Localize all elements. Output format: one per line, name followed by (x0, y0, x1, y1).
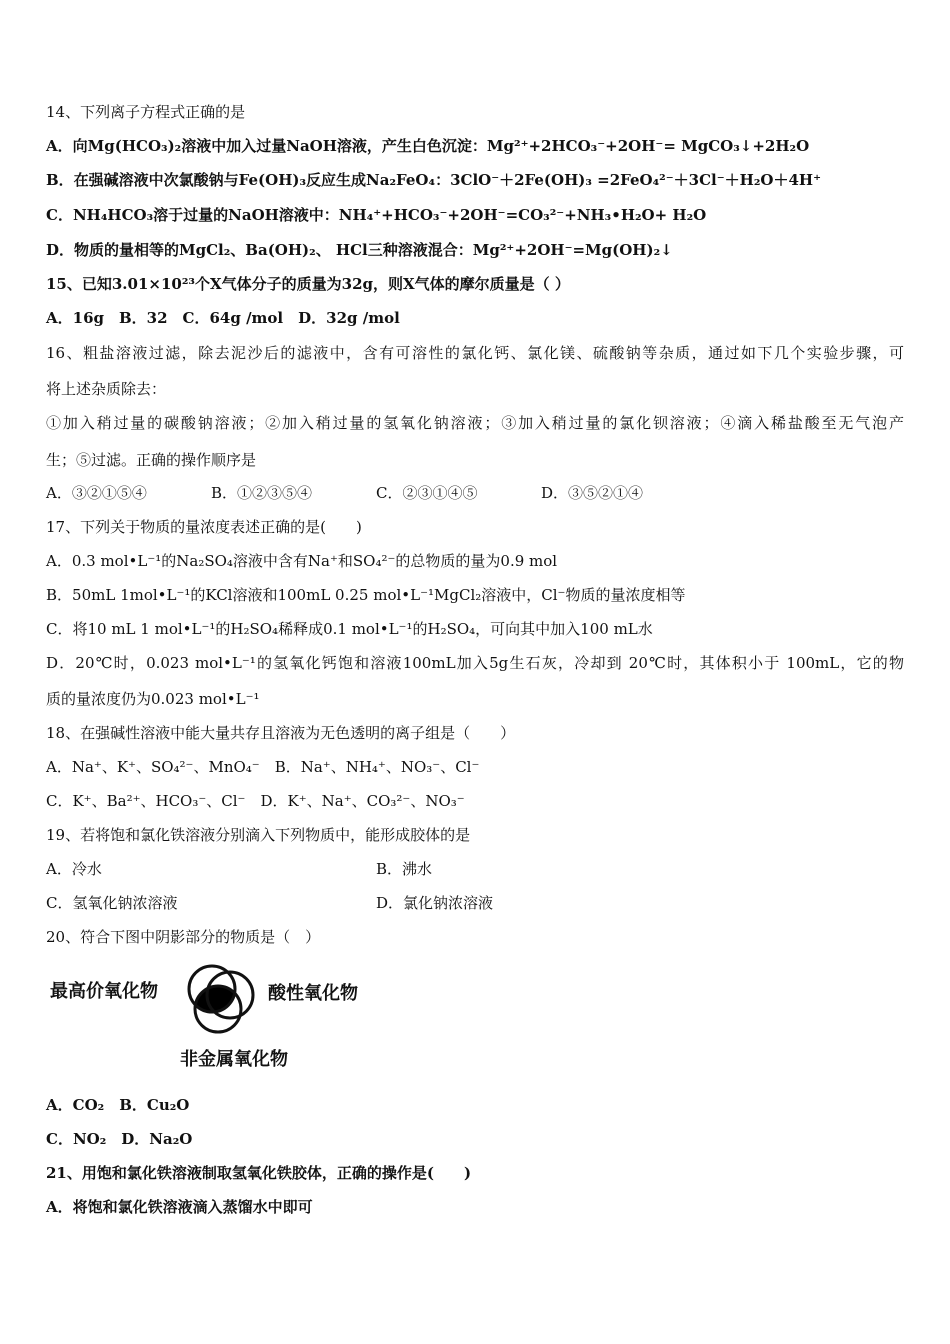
q17-option-d-line1: D．20℃时，0.023 mol•L⁻¹的氢氧化钙饱和溶液100mL加入5g生石灰，冷却到 20℃时，其体积小于 100mL，它的物 (46, 654, 904, 672)
q14-option-d: D．物质的量相等的MgCl₂、Ba(OH)₂、 HCl三种溶液混合：Mg²⁺+2OH⁻=Mg(OH)₂↓ (46, 241, 673, 259)
q14-option-b: B．在强碱溶液中次氯酸钠与Fe(OH)₃反应生成Na₂FeO₄：3ClO⁻＋2Fe(OH)₃ =2FeO₄²⁻＋3Cl⁻＋H₂O＋4H⁺ (46, 171, 821, 189)
q17-option-c: C．将10 mL 1 mol•L⁻¹的H₂SO₄稀释成0.1 mol•L⁻¹的H₂SO₄，可向其中加入100 mL水 (46, 620, 653, 638)
q21-option-a: A．将饱和氯化铁溶液滴入蒸馏水中即可 (46, 1198, 313, 1216)
q18-stem: 18、在强碱性溶液中能大量共存且溶液为无色透明的离子组是（ ） (46, 724, 516, 742)
q14-stem: 14、下列离子方程式正确的是 (46, 103, 246, 121)
q19-option-c: C．氢氧化钠浓溶液 (46, 894, 178, 912)
q17-option-a: A．0.3 mol•L⁻¹的Na₂SO₄溶液中含有Na⁺和SO₄²⁻的总物质的量为0.9 mol (46, 552, 558, 570)
q19-option-a: A．冷水 (46, 860, 102, 878)
q18-options-ab: A．Na⁺、K⁺、SO₄²⁻、MnO₄⁻ B．Na⁺、NH₄⁺、NO₃⁻、Cl⁻ (46, 758, 480, 776)
q16-option-b: B．①②③⑤④ (211, 484, 313, 502)
q15-stem: 15、已知3.01×10²³个X气体分子的质量为32g，则X气体的摩尔质量是（ ） (46, 275, 570, 293)
venn-diagram (46, 963, 386, 1073)
q19-stem: 19、若将饱和氯化铁溶液分别滴入下列物质中，能形成胶体的是 (46, 826, 471, 844)
q14-option-a: A．向Mg(HCO₃)₂溶液中加入过量NaOH溶液，产生白色沉淀：Mg²⁺+2HCO₃⁻+2OH⁻= MgCO₃↓+2H₂O (46, 137, 810, 155)
venn-label-bottom: 非金属氧化物 (180, 1049, 288, 1070)
q18-options-cd: C．K⁺、Ba²⁺、HCO₃⁻、Cl⁻ D．K⁺、Na⁺、CO₃²⁻、NO₃⁻ (46, 792, 465, 810)
q19-option-d: D．氯化钠浓溶液 (376, 894, 494, 912)
q21-stem: 21、用饱和氯化铁溶液制取氢氧化铁胶体，正确的操作是( ) (46, 1164, 472, 1182)
q16-stem-line2: 将上述杂质除去： (46, 380, 167, 398)
q20-stem: 20、符合下图中阴影部分的物质是（ ） (46, 928, 321, 946)
q16-option-d: D．③⑤②①④ (541, 484, 644, 502)
q19-option-b: B．沸水 (376, 860, 433, 878)
q16-steps-line1: ①加入稍过量的碳酸钠溶液；②加入稍过量的氢氧化钠溶液；③加入稍过量的氯化钡溶液；④滴入稀盐酸至无气泡产 (46, 414, 904, 432)
venn-circles (166, 963, 286, 1043)
venn-label-left: 最高价氧化物 (50, 981, 158, 1002)
q16-option-a: A．③②①⑤④ (46, 484, 147, 502)
q16-stem-line1: 16、粗盐溶液过滤，除去泥沙后的滤液中，含有可溶性的氯化钙、氯化镁、硫酸钠等杂质，通过如下几个实验步骤，可 (46, 344, 904, 362)
q20-options-ab: A．CO₂ B．Cu₂O (46, 1096, 190, 1114)
q17-stem: 17、下列关于物质的量浓度表述正确的是( ) (46, 518, 362, 536)
q15-options: A．16g B．32 C．64g /mol D．32g /mol (46, 309, 400, 327)
q20-options-cd: C．NO₂ D．Na₂O (46, 1130, 193, 1148)
venn-label-right: 酸性氧化物 (268, 983, 358, 1004)
q17-option-b: B．50mL 1mol•L⁻¹的KCl溶液和100mL 0.25 mol•L⁻¹MgCl₂溶液中，Cl⁻物质的量浓度相等 (46, 586, 686, 604)
q16-steps-line2: 生；⑤过滤。正确的操作顺序是 (46, 451, 257, 469)
q17-option-d-line2: 质的量浓度仍为0.023 mol•L⁻¹ (46, 690, 260, 708)
q14-option-c: C．NH₄HCO₃溶于过量的NaOH溶液中：NH₄⁺+HCO₃⁻+2OH⁻=CO₃²⁻+NH₃•H₂O+ H₂O (46, 206, 707, 224)
q16-option-c: C．②③①④⑤ (376, 484, 478, 502)
